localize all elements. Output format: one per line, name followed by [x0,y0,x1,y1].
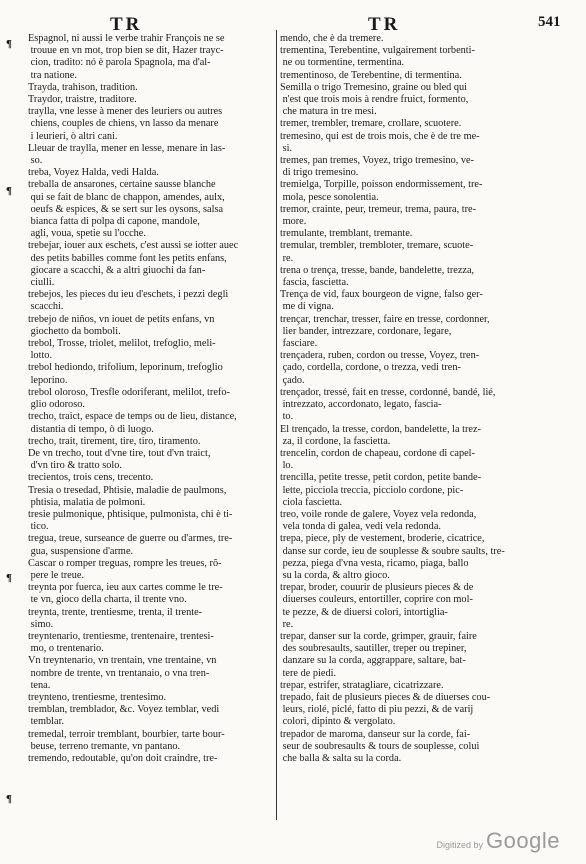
entry-line: tremedal, terroir tremblant, bourbier, tarte bour- [28,728,225,740]
entry-line: di trigo tremesino. [280,167,359,179]
entry-line: scacchi. [28,301,64,313]
entry-line: phtisia, malatia de polmoni. [28,496,146,508]
entry-line: za, il cordone, la fascietta. [280,435,391,447]
entry-line: ne ou tormentine, termentina. [280,57,405,69]
entry-line: leporino. [28,374,68,386]
entry-line: mola, pesce sonolentia. [280,191,379,203]
entry-line: trementina, Terebentine, vulgairement torbenti- [280,45,475,57]
entry-line: trencilla, petite tresse, petit cordon, petite bande- [280,472,481,484]
entry-line: treba, Voyez Halda, vedi Halda. [28,167,159,179]
entry-line: trençadera, ruben, cordon ou tresse, Voyez, tren- [280,350,480,362]
entry-line: tremer, trembler, tremare, crollare, scuotere. [280,118,462,130]
entry-line: to. [280,411,294,423]
entry-line: n'est que trois mois à rendre fruict, formento, [280,94,469,106]
entry-line: mendo, che è da tremere. [280,33,384,44]
entry-line: su la corda, & altro gioco. [280,569,390,581]
entry-line: vela tonda di galea, vedi vela redonda. [280,521,441,533]
entry-line: trepar, estrifer, stratagliare, cicatrizzare. [280,679,444,691]
entry-line: tico. [28,521,49,533]
entry-line: tremular, trembler, trembloter, tremare, scuote- [280,240,474,252]
entry-line: re. [280,252,294,264]
entry-line: trepador de maroma, danseur sur la corde, fai- [280,728,471,740]
page-number: 541 [538,14,561,30]
entry-line: fascia, fascietta. [280,277,349,289]
digitized-by-text: Digitized by [436,840,484,850]
entry-line: lo. [280,460,294,472]
entry-line: Lleuar de traylla, mener en lesse, menare in las- [28,142,226,154]
entry-line: lotto. [28,350,53,362]
entry-line: El trençado, la tresse, cordon, bandelette, la trez- [280,423,481,435]
entry-line: glio odoroso. [28,399,85,411]
entry-line: trebejos, les pieces du ieu d'eschets, i pezzi degli [28,289,229,301]
entry-line: ciulli. [28,277,55,289]
entry-line: des soubresaults, sautiller, treper ou trepiner, [280,643,467,655]
entry-line: qui se fait de blanc de chappon, amendes, aulx, [28,191,225,203]
entry-line: treballa de ansarones, certaine sausse blanche [28,179,216,191]
entry-line: cion, tradito: nó è parola Spagnola, ma d'al- [28,57,211,69]
entry-line: d'vn tiro & tratto solo. [28,460,122,472]
entry-line: temblar. [28,716,65,728]
entry-line: tregua, treue, surseance de guerre ou d'armes, tre- [28,533,233,545]
entry-line: che matura in tre mesi. [280,106,377,118]
entry-line: te pezze, & de diuersi colori, intortiglia- [280,606,448,618]
entry-line: colori, dipinto & vergolato. [280,716,396,728]
entry-line: treynteno, trentiesme, trentesimo. [28,691,167,703]
entry-line: ciola fascietta. [280,496,343,508]
entry-line: tremulante, tremblant, tremante. [280,228,413,240]
entry-line: nombre de trente, vn trentanaio, o vna tren- [28,667,210,679]
entry-line: tremor, crainte, peur, tremeur, trema, paura, tre- [280,203,477,215]
entry-line: treynta, trente, trentiesme, trenta, il trente- [28,606,203,618]
entry-line: tremes, pan tremes, Voyez, trigo tremesino, ve- [280,155,475,167]
entry-line: oeufs & espices, & se sert sur les oysons, salsa [28,203,224,215]
entry-line: des petits babilles comme font les petits enfans, [28,252,227,264]
entry-line: trençador, tressé, fait en tresse, cordonné, bandé, lié, [280,386,496,398]
left-column [28,33,274,765]
running-head-left: TR [110,14,143,35]
margin-mark: ¶ [6,185,12,197]
entry-line: pezza, piega d'vna vesta, ricamo, piaga, ballo [280,557,469,569]
entry-line: Semilla o trigo Tremesino, graine ou bled qui [280,81,468,93]
entry-line: trecientos, trois cens, trecento. [28,472,154,484]
entry-line: tremendo, redoutable, qu'on doit craindre, tre- [28,752,218,764]
entry-line: Cascar o romper treguas, rompre les treues, rõ- [28,557,222,569]
entry-line: tresie pulmonique, phtisique, pulmonista, chi è ti- [28,508,233,520]
entry-line: lette, picciola treccia, picciolo cordone, pic- [280,484,464,496]
entry-line: trena o trença, tresse, bande, bandelette, trezza, [280,264,475,276]
entry-line: diuerses couleurs, entortiller, coprire con mol- [280,594,473,606]
entry-line: trementinoso, de Terebentine, di termentina. [280,69,462,81]
entry-line: chiens, couples de chiens, vn lasso da menare [28,118,219,130]
entry-line: pere le treue. [28,569,85,581]
entry-line: re. [280,618,294,630]
entry-line: lier bander, intrezzare, cordonare, legare, [280,325,452,337]
entry-line: trepar, danser sur la corde, grimper, grauir, faire [280,630,477,642]
entry-line: simo. [28,618,54,630]
entry-line: trepa, piece, ply de vestement, broderie, cicatrice, [280,533,485,545]
entry-line: i leurieri, ò altri cani. [28,130,118,142]
entry-line: beuse, terreno tremante, vn pantano. [28,740,181,752]
entry-line: agli, voua, spetie su l'ocche. [28,228,146,240]
entry-line: seur de soubresaults & tours de souplesse, colui [280,740,480,752]
entry-line: more. [280,216,307,228]
entry-line: si. [280,142,293,154]
entry-line: intrezzato, accordonato, legato, fascia- [280,399,442,411]
entry-line: so. [28,155,43,167]
entry-line: Traydor, traistre, traditore. [28,94,137,106]
margin-mark: ¶ [6,793,12,805]
column-rule [276,30,277,820]
entry-line: fasciare. [280,338,318,350]
entry-line: treynta por fuerca, ieu aux cartes comme le tre- [28,582,223,594]
entry-line: distantia di tempo, ò di luogo. [28,423,154,435]
google-watermark [437,828,560,854]
margin-mark: ¶ [6,38,12,50]
entry-line: trebol, Trosse, triolet, melilot, trefoglio, meli- [28,338,216,350]
entry-line: trebejar, iouer aux eschets, c'est aussi se iotter auec [28,240,239,252]
entry-line: trebejo de niños, vn iouet de petits enfans, vn [28,313,215,325]
entry-line: trepar, broder, couurir de plusieurs pieces & de [280,582,474,594]
entry-line: bianca fatta di polpa di capone, mandole, [28,216,200,228]
entry-line: trecho, traict, espace de temps ou de lieu, distance, [28,411,237,423]
entry-line: mo, o trentenario. [28,643,104,655]
entry-line: trepado, fait de plusieurs pieces & de diuerses cou- [280,691,491,703]
entry-line: çado, cordella, cordone, o trezza, vedi tren- [280,362,461,374]
entry-line: çado. [280,374,305,386]
entry-line: Espagnol, ni aussi le verbe trahir François ne se [28,33,225,44]
margin-mark: ¶ [6,572,12,584]
entry-line: che balla & salta su la corda. [280,752,402,764]
entry-line: me di vigna. [280,301,334,313]
entry-line: tremesino, qui est de trois mois, che è de tre me- [280,130,480,142]
entry-line: treyntenario, trentiesme, trentenaire, trentesi- [28,630,214,642]
entry-line: trecho, trait, tirement, tire, tiro, tiramento. [28,435,201,447]
entry-line: leurs, riolé, piclé, fatto di piu pezzi, & de varij [280,704,474,716]
entry-line: tremblan, tremblador, &c. Voyez temblar, vedi [28,704,220,716]
google-logo: Google [486,828,560,853]
entry-line: trebol oloroso, Tresfle odoriferant, melilot, trefo- [28,386,230,398]
entry-line: giocare a scacchi, & a altri giuochi da fan- [28,264,206,276]
entry-line: trebol hediondo, trifolium, leporinum, trefoglio [28,362,223,374]
entry-line: Tresia o tresedad, Phtisie, maladie de paulmons, [28,484,227,496]
entry-line: trençar, trenchar, tresser, faire en tresse, cordonner, [280,313,490,325]
entry-line: treo, voile ronde de galere, Voyez vela redonda, [280,508,477,520]
entry-line: tremielga, Torpille, poisson endormissement, tre- [280,179,483,191]
entry-line: trencelin, cordon de chapeau, cordone di capel- [280,447,475,459]
entry-line: tra natione. [28,69,77,81]
running-head-right: TR [368,14,401,35]
entry-line: De vn trecho, tout d'vne tire, tout d'vn traict, [28,447,211,459]
entry-line: tena. [28,679,51,691]
entry-line: gua, suspensione d'arme. [28,545,134,557]
entry-line: trouue en vn mot, trop bien se dit, Hazer trayc- [28,45,224,57]
entry-line: giochetto da bomboli. [28,325,121,337]
entry-line: danse sur corde, ieu de souplesse & soubre saults, tre- [280,545,505,557]
entry-line: Trença de vid, faux bourgeon de vigne, falso ger- [280,289,483,301]
entry-line: Vn treyntenario, vn trentain, vne trentaine, vn [28,655,217,667]
right-column [280,33,550,765]
entry-line: tere de piedi. [280,667,337,679]
entry-line: te vn, gioco della charta, il trente vno. [28,594,187,606]
entry-line: Trayda, trahison, tradition. [28,81,138,93]
entry-line: danzare su la corda, aggrappare, saltare, bat- [280,655,466,667]
entry-line: traylla, vne lesse à mener des leuriers ou autres [28,106,223,118]
